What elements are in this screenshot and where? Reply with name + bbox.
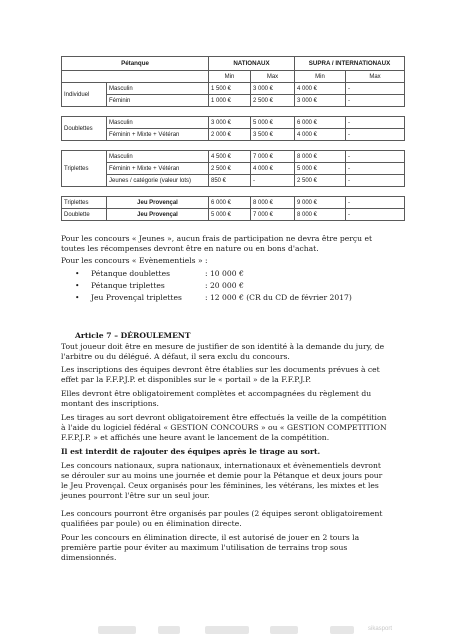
table-row: Féminin + Mixte + Vétéran 2 500 € 4 000 € 5 000 € - [62,163,405,175]
bullet-icon: • [75,293,80,302]
category-doublette-provencal: Doublette [62,209,107,221]
category-triplettes: Triplettes [62,151,107,187]
header-supra: SUPRA / INTERNATIONAUX [295,57,405,71]
table-row: Doublette Jeu Provençal 5 000 € 7 000 € 8 000 € - [62,209,405,221]
header-min: Min [209,71,251,83]
bullet-icon: • [75,281,80,290]
sponsor-logo [330,626,354,634]
category-individuel: Individuel [62,83,107,107]
paragraph: Tout joueur doit être en mesure de justifier de son identité à la demande du jury, de l'arbitre ou du délégué. A défaut, il sera exclu du concours. [61,342,385,361]
sponsor-logo-text: sikasport [368,626,393,632]
header-min: Min [295,71,346,83]
paragraph-interdit: Il est interdit de rajouter des équipes après le tirage au sort. [61,447,321,456]
header-max: Max [251,71,295,83]
category-doublettes: Doublettes [62,117,107,141]
list-item: • Pétanque triplettes : 20 000 € [75,281,244,290]
paragraph: Les concours pourront être organisés par poules (2 équipes seront obligatoirement qualifiées par poule) ou en élimination directe. [61,509,383,528]
sponsor-logo [205,626,249,634]
bullet-icon: • [75,269,80,278]
spacer-row [62,141,405,151]
prize-table [61,56,405,221]
table-row: Triplettes Jeu Provençal 6 000 € 8 000 € 9 000 € - [62,197,405,209]
category-triplettes-provencal: Triplettes [62,197,107,209]
paragraph: Pour les concours en élimination directe, il est autorisé de jouer en 2 tours la première partie pour éviter au maximum l'utilisation de terrains trop sous dimensionnés. [61,533,360,562]
spacer-row [62,107,405,117]
table-row: Jeunes / catégorie (valeur lots) 850 € - 2 500 € - [62,175,405,187]
table-row: Doublettes Masculin 3 000 € 5 000 € 6 000 € - [62,117,405,129]
header-max: Max [346,71,405,83]
sponsor-logo [98,626,136,634]
sponsor-logo [270,626,298,634]
list-item: • Jeu Provençal triplettes : 12 000 € (CR du CD de février 2017) [75,293,352,302]
minmax-row [62,71,405,83]
paragraph: Les concours nationaux, supra nationaux, internationaux et évènementiels devront se dérouler sur au moins une journée et demie pour la Pétanque et deux jours pour le Jeu Provençal. Ceux organisés pour les féminines, les vétérans, les mixtes et les jeunes pourront l'être sur un seul jour. [61,461,383,500]
table-row: Féminin 1 000 € 2 500 € 3 000 € - [62,95,405,107]
paragraph-jeunes: Pour les concours « Jeunes », aucun frais de participation ne devra être perçu et toutes les récompenses devront être en nature ou en bons d'achat. [61,234,373,253]
table-row: Individuel Masculin 1 500 € 3 000 € 4 000 € - [62,83,405,95]
header-nationaux: NATIONAUX [209,57,295,71]
paragraph: Elles devront être obligatoirement complètes et accompagnées du règlement du montant des inscriptions. [61,389,372,408]
list-item: • Pétanque doublettes : 10 000 € [75,269,244,278]
header-row [62,57,405,71]
header-petanque: Pétanque [62,57,209,71]
events-list [61,268,391,304]
paragraph: Les tirages au sort devront obligatoirement être effectués la veille de la compétition à l'aide du logiciel fédéral « GESTION CONCOURS » ou « GESTION COMPETITION F.F.P.J.P. » et affichés une heure avant le lancement de la compétition. [61,413,387,442]
paragraph-evenementiels: Pour les concours « Evènementiels » : [61,256,208,265]
spacer-row [62,187,405,197]
table-row: Triplettes Masculin 4 500 € 7 000 € 8 000 € - [62,151,405,163]
article-title: Article 7 – DÉROULEMENT [75,331,191,340]
paragraph: Les inscriptions des équipes devront être établies sur les documents prévues à cet effet par la F.F.P.J.P. et disponibles sur le « portail » de la F.F.P.J.P. [61,365,380,384]
sponsor-footer [0,626,452,636]
table-row: Féminin + Mixte + Vétéran 2 000 € 3 500 € 4 000 € - [62,129,405,141]
sponsor-logo [158,626,180,634]
